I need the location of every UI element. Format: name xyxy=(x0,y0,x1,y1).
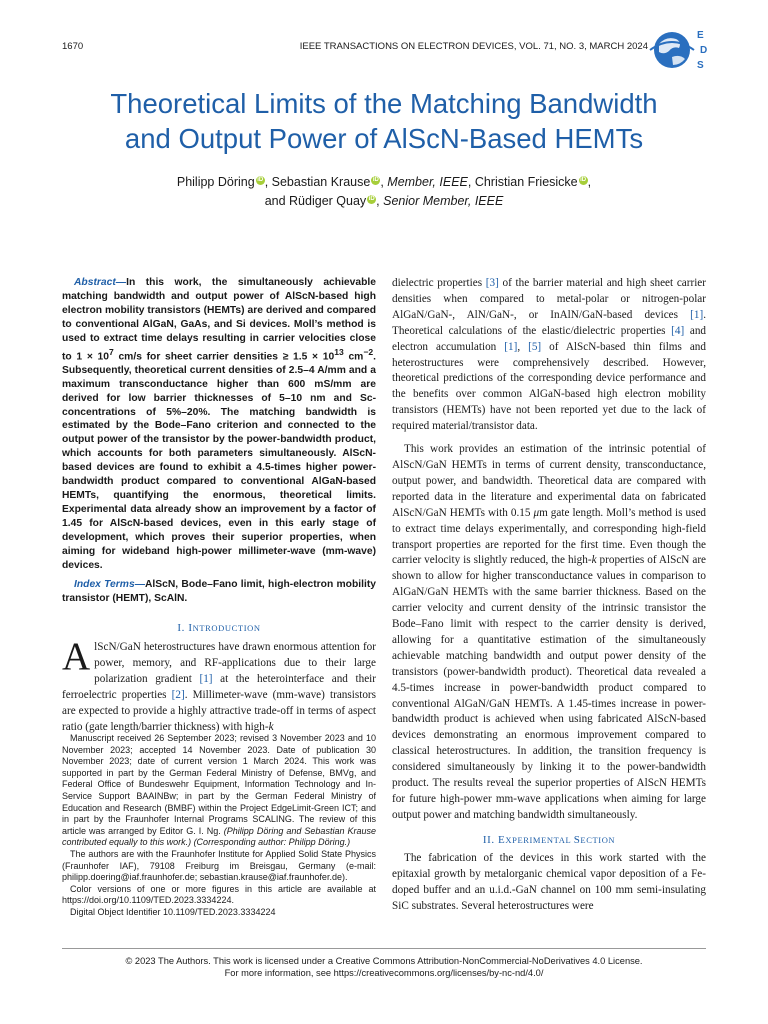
eds-logo-icon xyxy=(642,26,712,72)
author-name: Christian Friesicke xyxy=(474,175,578,189)
citation-link[interactable]: [2] xyxy=(171,688,185,701)
author-name: Philipp Döring xyxy=(176,175,255,189)
logo-letter-s: S xyxy=(697,60,704,71)
citation-link[interactable]: [5] xyxy=(528,340,542,353)
logo-letter-d: D xyxy=(700,45,708,56)
index-terms-label: Index Terms— xyxy=(74,579,145,591)
left-column xyxy=(62,276,376,736)
citation-link[interactable]: [3] xyxy=(485,277,499,289)
drop-cap: A xyxy=(62,635,91,679)
logo-letter-e: E xyxy=(697,30,704,41)
journal-name: IEEE TRANSACTIONS ON ELECTRON DEVICES, VOL. 71, NO. 3, MARCH 2024 xyxy=(299,41,648,52)
author-name: Sebastian Krause xyxy=(271,175,371,189)
body-paragraph: The fabrication of the devices in this work started with the epitaxial growth by metalorganic chemical vapor deposition of a Fe-doped buffer and an u.i.d.-GaN channel on 100 mm semi-insulating SiC substrates. Several heterostructures were xyxy=(392,851,706,912)
body-paragraph: This work provides an estimation of the intrinsic potential of AlScN/GaN HEMTs in terms of current density, transconductance, output power, and bandwidth. Theoretical data are compared with reported data in the literature and experimental data on fabricated AlScN/GaN HEMTs with 0.15 μm gate length. Moll’s method is used to extract time delays experimentally, and corresponding high-field transport properties are reported for the first time. Even though the carrier velocity is slightly reduced, the high-k properties of AlScN are shown to allow for higher transconductance values in comparison to AlGaN/GaN HEMTs with the same barrier thickness. Based on the carrier velocity and current density of the intrinsic transistor the Bode–Fano limit with respect to the carrier density is derived, allowing for a quantitative estimation of the simultaneously achievable matching bandwidth and output power density of the transistors (power-bandwidth product). Theoretical data revealed a 4.5-times increase in power-bandwidth product compared to conventional AlGaN/GaN HEMTs. A 1.45-times increase in power-bandwidth product is achieved when using fabricated AlScN-based devices demonstrating an enormous improvement compared to classical heterostructures. In addition, the transition frequency is considered simultaneously by linking it to the power-bandwidth product. The results reveal the superior properties of AlScN HEMTs for future high-power mm-wave applications when aiming for large output power and matching bandwidth simultaneously. xyxy=(392,443,707,821)
abstract-label: Abstract— xyxy=(74,277,127,288)
paper-title xyxy=(40,86,728,156)
author-line-1: Philipp Döring iD , Sebastian Krause iD , Member, IEEE, Christian Friesicke iD , xyxy=(176,175,592,189)
color-note: Color versions of one or more figures in this article are available at https://doi.org/10.1109/TED.2023.3334224. xyxy=(62,883,376,906)
citation-link[interactable]: [1] xyxy=(199,673,213,686)
title-line-2: and Output Power of AlScN-Based HEMTs xyxy=(124,123,644,154)
citation-link[interactable]: [4] xyxy=(671,324,685,337)
body-paragraph: dielectric properties [3] of the barrier material and high sheet carrier densities when compared to metal-polar or nitrogen-polar AlGaN/GaN-, AlN/GaN-, or InAlN/GaN-based devices [1]. Theoretical calculations of the elastic/dielectric properties [4] and electron accumulation [1], [5] of AlScN-based thin films and heterostructures were comprehensively described. However, theoretical predictions of the corresponding device performance and the benefits over common AlGaN-based high electron mobility transistors (HEMTs) have not been reported yet due to the lack of required material/transistor data. xyxy=(392,277,707,433)
author-list xyxy=(40,173,728,211)
orcid-icon[interactable]: iD xyxy=(580,177,587,183)
orcid-icon[interactable]: iD xyxy=(372,177,379,183)
section-heading-experimental: II. EXPERIMENTAL SECTION xyxy=(482,833,616,846)
orcid-icon[interactable]: iD xyxy=(368,196,375,202)
title-line-1: Theoretical Limits of the Matching Bandwidth xyxy=(110,88,658,119)
author-line-2: and Rüdiger Quay iD , Senior Member, IEEE xyxy=(264,194,504,208)
license-footer xyxy=(40,955,728,980)
citation-link[interactable]: [1] xyxy=(504,340,518,353)
right-column xyxy=(392,276,706,914)
author-role: Senior Member, IEEE xyxy=(383,194,504,208)
orcid-icon[interactable]: iD xyxy=(257,177,264,183)
manuscript-note: Manuscript received 26 September 2023; revised 3 November 2023 and 10 November 2023; accepted 14 November 2023. Date of publication 30 November 2023; date of current version 1 March 2024. This work was supported in part by the German Federal Ministry of Defense, BMVg, and Federal Office of Bundeswehr Equipment, Information Technology and In-Service Support BAAINBw; in part by the German Federal Ministry of Education and Research (BMBF) within the Project EdgeLimit-Green ICT; and in part by the Fraunhofer Internal Programs SCALING. The review of this article was arranged by Editor G. I. Ng. (Philipp Döring and Sebastian Krause contributed equally to this work.) (Corresponding author: Philipp Döring.) xyxy=(62,733,376,848)
first-page-footnotes xyxy=(62,733,376,919)
intro-paragraph: AlScN/GaN heterostructures have drawn enormous attention for power, memory, and RF-applications due to their large polarization gradient [1] at the heterointerface and their ferroelectric properties [2]. Millimeter-wave (mm-wave) transistors are expected to provide a highly attractive trade-off in terms of aspect ratio (gate length/barrier thickness) with high-k xyxy=(62,635,376,733)
license-line: © 2023 The Authors. This work is licensed under a Creative Commons Attribution-NonCommercial-NoDerivatives 4.0 License. xyxy=(125,956,643,966)
license-link[interactable]: For more information, see https://creativecommons.org/licenses/by-nc-nd/4.0/ xyxy=(224,968,544,979)
citation-link[interactable]: [1] xyxy=(690,308,704,321)
doi-note: Digital Object Identifier 10.1109/TED.2023.3334224 xyxy=(70,906,276,917)
running-header xyxy=(62,39,706,55)
author-name: Rüdiger Quay xyxy=(289,194,367,208)
affiliation-note: The authors are with the Fraunhofer Institute for Applied Solid State Physics (Fraunhofer IAF), 79108 Freiburg im Breisgau, Germany (e-mail: philipp.doering@iaf.fraunhofer.de; sebastian.krause@iaf.fraunhofer.de). xyxy=(62,848,376,883)
index-terms: Index Terms—AlScN, Bode–Fano limit, high-electron mobility transistor (HEMT), ScAlN. xyxy=(62,579,376,605)
author-role: Member, IEEE xyxy=(387,175,468,189)
section-heading-introduction: I. INTRODUCTION xyxy=(177,622,261,635)
abstract: Abstract—In this work, the simultaneously achievable matching bandwidth and output power of AlScN-based high electron mobility transistors (HEMTs) are derived and compared to conventional AlGaN, GaAs, and Si devices. Moll’s method is used to extract time delays resulting in carrier velocities close to $1 \times 10^7$ cm/s for sheet carrier densities ≥ $1.5 \times 10^{13}$ $cm^{-2}$. Subsequently, theoretical current densities of 2.5–4 A/mm and a maximum transconductance higher than 600 mS/mm are derived for low barrier thicknesses of 5–10 nm and Sc-concentrations of 5%–20%. The matching bandwidth is estimated by the Bode–Fano criterion and connected to the output power of the transistor by the power-bandwidth product, which accounts for both parameters simultaneously. AlScN-based devices are found to exhibit a 4.5-times higher power-bandwidth product compared to conventional AlGaN-based HEMTs, quantifying the enormous, theoretical limits. Experimental data already show an improvement by a factor of 1.45 for AlScN-based devices, even in this early stage of development, which proves their superior properties, when aiming for wideband high-power millimeter-wave (mm-wave) devices. xyxy=(62,277,376,571)
page-number: 1670 xyxy=(62,41,84,52)
footer-divider xyxy=(62,948,706,949)
